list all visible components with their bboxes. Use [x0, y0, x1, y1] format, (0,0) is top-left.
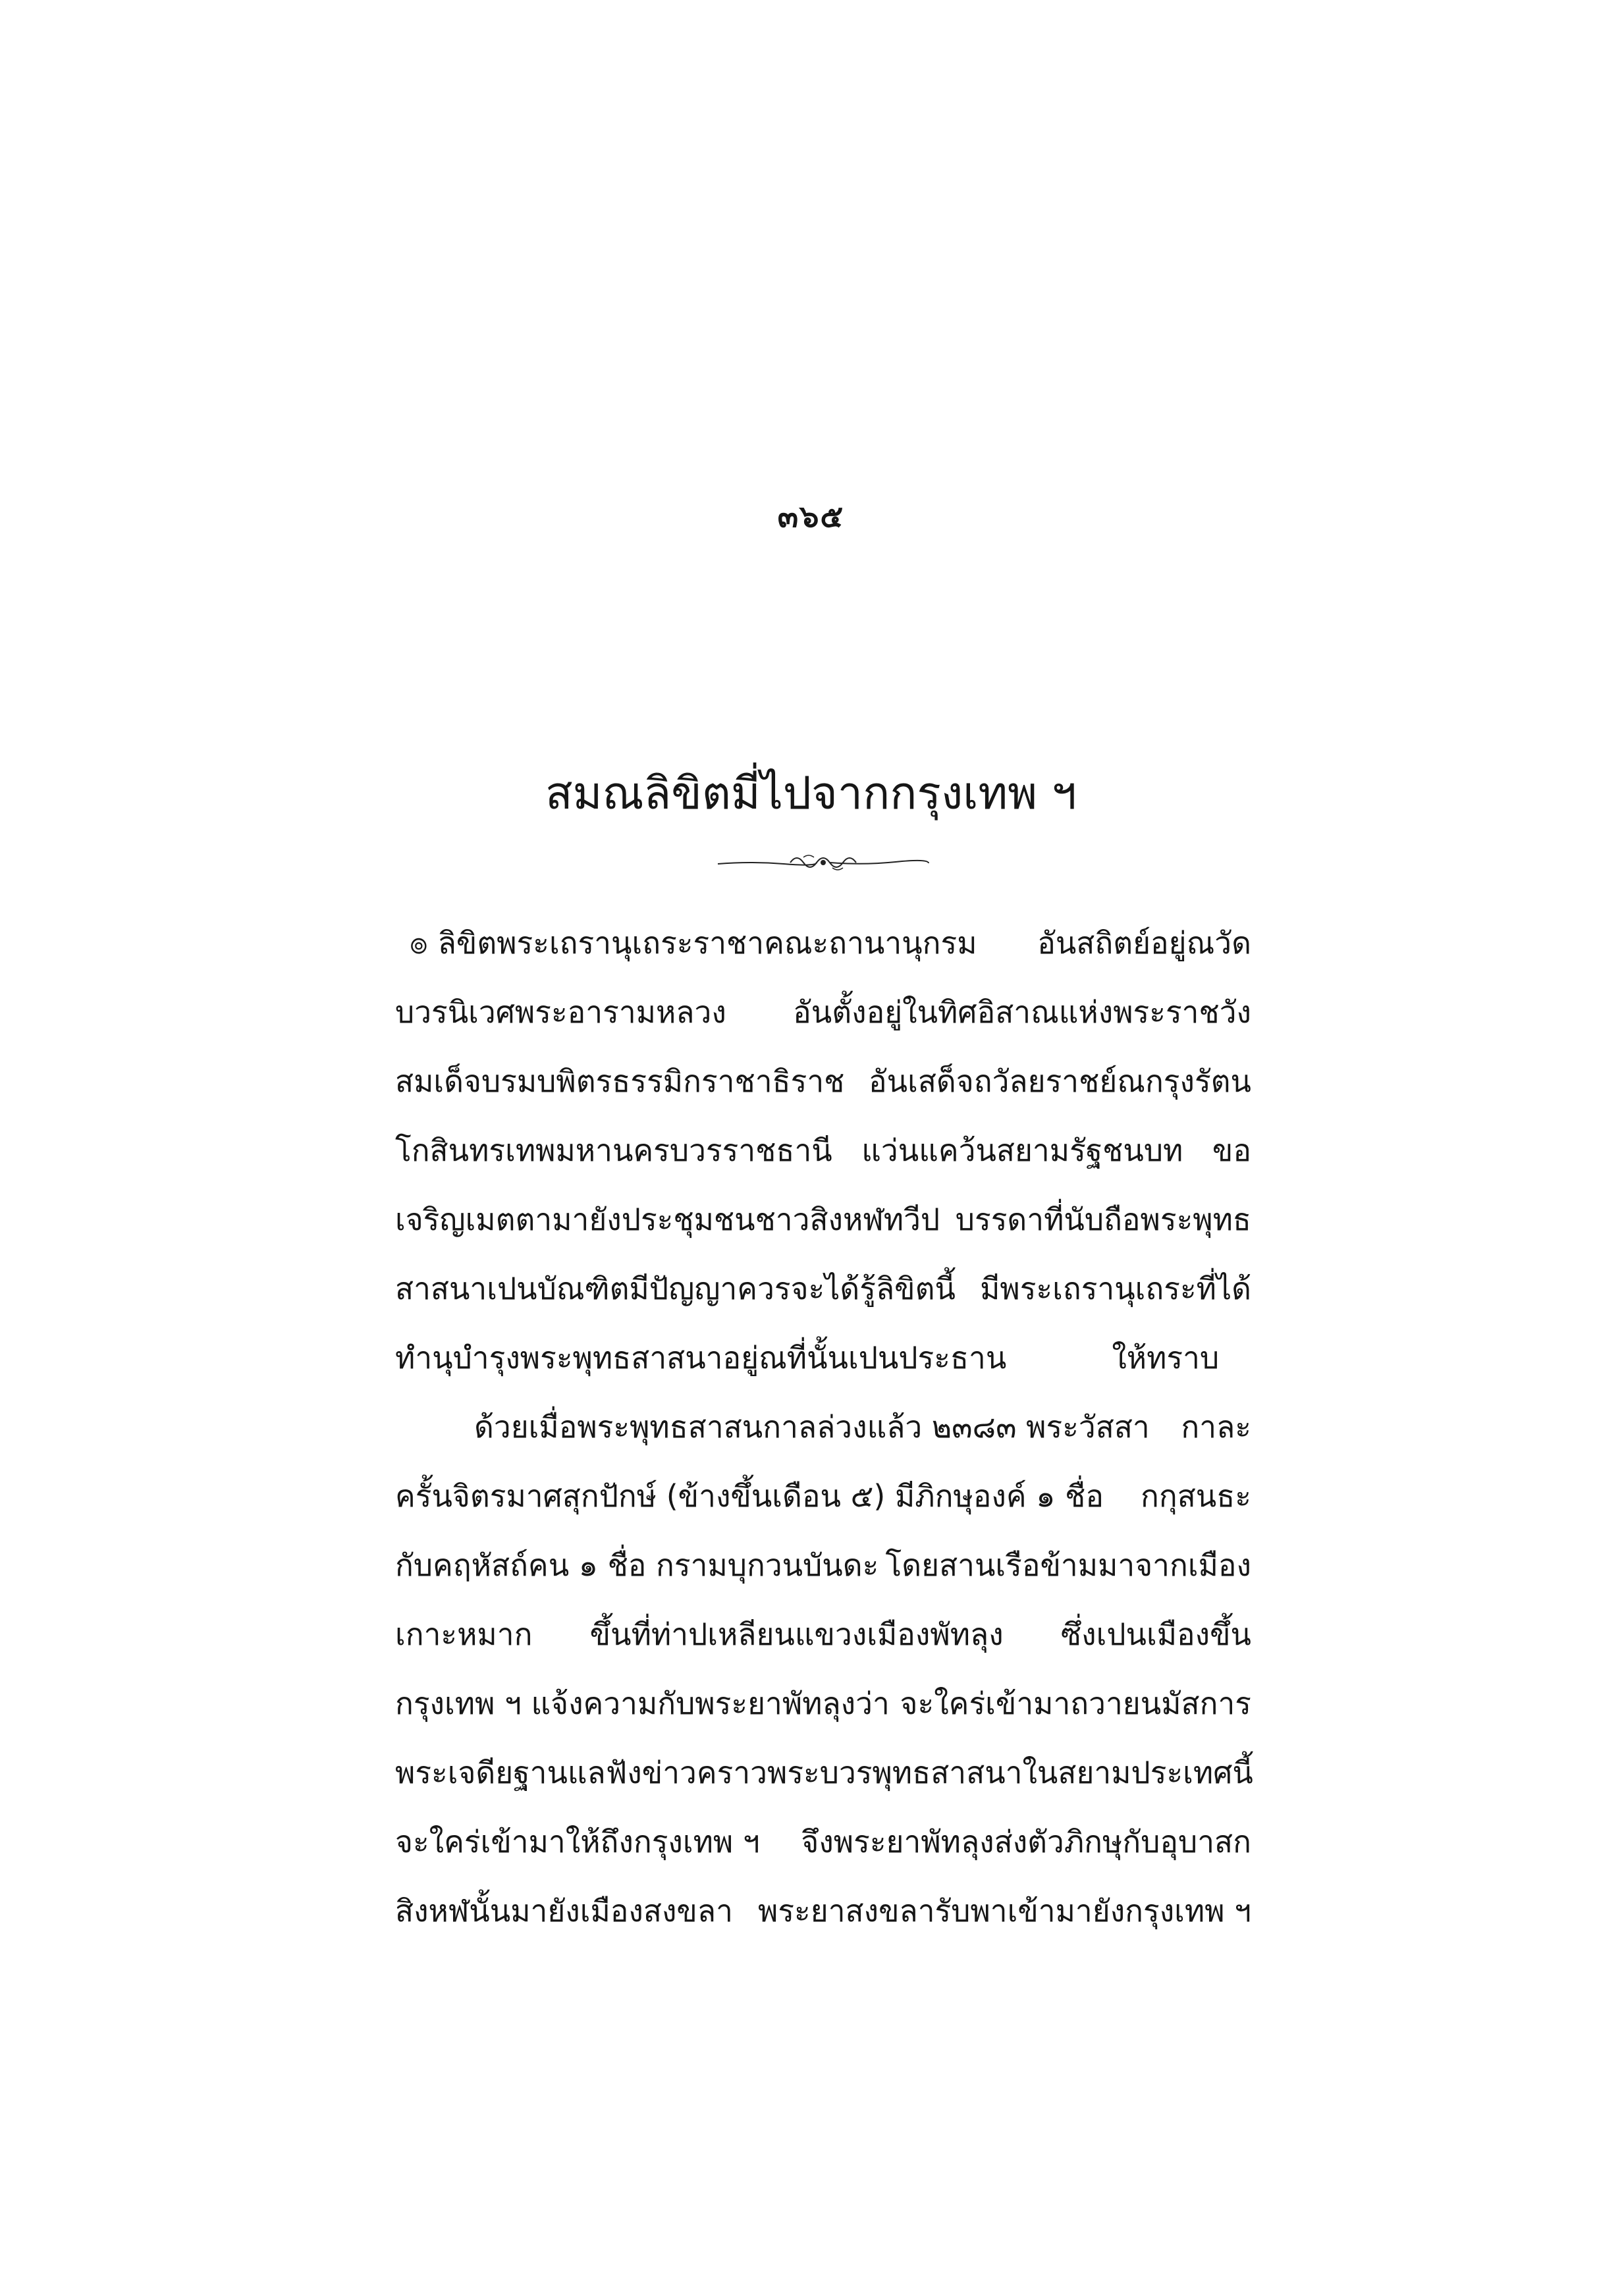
text-segment: สิงหฬนั้นมายังเมืองสงขลา: [395, 1893, 733, 1929]
text-segment: ซึ่งเปนเมืองขึ้น: [1060, 1616, 1251, 1652]
text-segment: จะใคร่เข้ามาให้ถึงกรุงเทพ ฯ: [395, 1824, 760, 1859]
text-segment: ขอ: [1212, 1133, 1251, 1168]
text-segment: มีพระเถรานุเถระที่ได้: [980, 1271, 1251, 1306]
text-segment: จะใคร่เข้ามาถวายนมัสการ: [900, 1686, 1251, 1721]
text-segment: บวรนิเวศพระอารามหลวง: [395, 994, 726, 1030]
text-segment: กาละ: [1181, 1409, 1251, 1445]
text-line: [395, 1462, 1251, 1531]
text-line: [395, 1254, 1251, 1323]
text-line: [395, 909, 1251, 978]
text-line: [395, 1531, 1251, 1600]
text-line: [395, 1738, 1251, 1807]
text-line: [395, 978, 1251, 1047]
page-title: สมณลิขิตมี่ไปจากกรุงเทพ ฯ: [545, 768, 1077, 820]
text-segment: สมเด็จบรมบพิตรธรรมิกราชาธิราช: [395, 1063, 845, 1099]
text-segment: โดยสานเรือข้ามมาจากเมือง: [885, 1547, 1251, 1583]
text-line: [395, 1047, 1251, 1116]
text-segment: อันเสด็จถวัลยราชย์ณกรุงรัตน: [869, 1063, 1251, 1099]
text-line: [395, 1669, 1251, 1738]
text-line: [395, 1323, 1251, 1393]
text-segment: ให้ทราบ: [1112, 1340, 1220, 1375]
text-segment: สาสนาเปนบัณฑิตมีปัญญาควรจะได้รู้ลิขิตนี้: [395, 1271, 956, 1306]
text-line: [395, 1393, 1251, 1462]
page-number: ๓๖๕: [777, 498, 845, 534]
text-segment: ครั้นจิตรมาศสุกปักษ์ (ข้างขึ้นเดือน ๕) มีภิกษุองค์ ๑ ชื่อ: [395, 1478, 1104, 1514]
text-line: [395, 1600, 1251, 1669]
text-segment: กรุงเทพ ฯ แจ้งความกับพระยาพัทลุงว่า: [395, 1686, 890, 1721]
text-segment: ทำนุบำรุงพระพุทธสาสนาอยู่ณที่นั้นเปนประธาน: [395, 1340, 1007, 1375]
text-line: [395, 1185, 1251, 1254]
text-segment: เกาะหมาก: [395, 1616, 533, 1652]
text-segment: แลฟังข่าวคราวพระบวรพุทธสาสนาในสยามประเทศนี้: [567, 1755, 1253, 1790]
text-segment: กกุสนธะ: [1140, 1478, 1251, 1514]
text-line: [395, 1807, 1251, 1877]
text-line: [395, 1116, 1251, 1185]
text-segment: จึงพระยาพัทลุงส่งตัวภิกษุกับอุบาสก: [801, 1824, 1251, 1859]
text-segment: โกสินทรเทพมหานครบวรราชธานี: [395, 1133, 832, 1168]
ornament-divider: [711, 849, 935, 876]
text-segment: บรรดาที่นับถือพระพุทธ: [955, 1202, 1251, 1237]
text-segment: ๏ ลิขิตพระเถรานุเถระราชาคณะถานานุกรม: [410, 925, 977, 961]
text-segment: กับคฤหัสถ์คน ๑ ชื่อ กรามบุกวนบันดะ: [395, 1547, 879, 1583]
text-segment: ขึ้นที่ท่าปเหลียนแขวงเมืองพัทลุง: [589, 1616, 1004, 1652]
text-segment: อันสถิตย์อยู่ณวัด: [1037, 925, 1251, 961]
text-segment: แว่นแคว้นสยามรัฐชนบท: [861, 1133, 1183, 1168]
body-text: [395, 909, 1251, 1946]
text-segment: พระยาสงขลารับพาเข้ามายังกรุงเทพ ฯ: [758, 1893, 1251, 1929]
text-line: [395, 1877, 1251, 1946]
text-segment: ด้วยเมื่อพระพุทธสาสนกาลล่วงแล้ว ๒๓๘๓ พระวัสสา: [474, 1409, 1150, 1445]
text-segment: อันตั้งอยู่ในทิศอิสาณแห่งพระราชวัง: [793, 994, 1251, 1030]
text-segment: พระเจดียฐาน: [395, 1755, 568, 1790]
text-segment: เจริญเมตตามายังประชุมชนชาวสิงหฬทวีป: [395, 1202, 940, 1237]
